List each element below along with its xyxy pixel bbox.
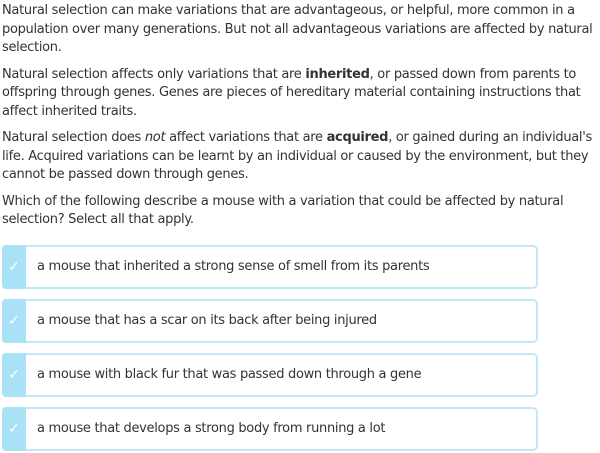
answer-option-body[interactable]: [26, 353, 538, 397]
answer-option-1[interactable]: [2, 245, 538, 289]
term-acquired: acquired: [326, 130, 389, 145]
term-inherited: inherited: [305, 66, 370, 82]
checkbox-checked[interactable]: [2, 407, 26, 451]
question-text: [2, 193, 596, 230]
paragraph-text: Natural selection affects only variations that are: [2, 66, 306, 82]
answer-option-4[interactable]: [2, 407, 538, 451]
check-icon: ✓: [8, 258, 20, 275]
answer-option-label: a mouse that develops a strong body from running a lot: [37, 421, 386, 436]
answer-option-body[interactable]: [26, 299, 538, 343]
check-icon: ✓: [8, 420, 20, 437]
intro-paragraph-1: [2, 2, 596, 58]
paragraph-text: , or gained during an individual's life. Acquired variations can be learnt by an individual or caused by the environment, but they cannot be passed down through genes.: [2, 130, 592, 182]
paragraph-text: Which of the following describe a mouse with a variation that could be affected by natural selection? Select all that apply.: [2, 193, 564, 227]
emphasis-not: not: [144, 130, 166, 145]
intro-paragraph-3: [2, 129, 596, 185]
check-icon: ✓: [8, 312, 20, 329]
answer-options-list: [2, 245, 596, 451]
answer-option-body[interactable]: [26, 407, 538, 451]
answer-option-body[interactable]: [26, 245, 538, 289]
checkbox-checked[interactable]: [2, 245, 26, 289]
answer-option-label: a mouse that inherited a strong sense of smell from its parents: [37, 259, 430, 274]
answer-option-2[interactable]: [2, 299, 538, 343]
checkbox-checked[interactable]: [2, 353, 26, 397]
answer-option-label: a mouse that has a scar on its back after being injured: [37, 313, 377, 328]
paragraph-text: Natural selection can make variations that are advantageous, or helpful, more common in a population over many generations. But not all advantageous variations are affected by natural selection.: [2, 3, 593, 55]
check-icon: ✓: [8, 366, 20, 383]
answer-option-3[interactable]: [2, 353, 538, 397]
checkbox-checked[interactable]: [2, 299, 26, 343]
paragraph-text: Natural selection does: [2, 130, 145, 145]
paragraph-text: , or passed down from parents to offspring through genes. Genes are pieces of hereditary material containing instructions that affect inherited traits.: [2, 66, 581, 119]
paragraph-text: affect variations that are: [165, 130, 327, 145]
answer-option-label: a mouse with black fur that was passed down through a gene: [37, 367, 422, 382]
intro-paragraph-2: [2, 66, 596, 122]
